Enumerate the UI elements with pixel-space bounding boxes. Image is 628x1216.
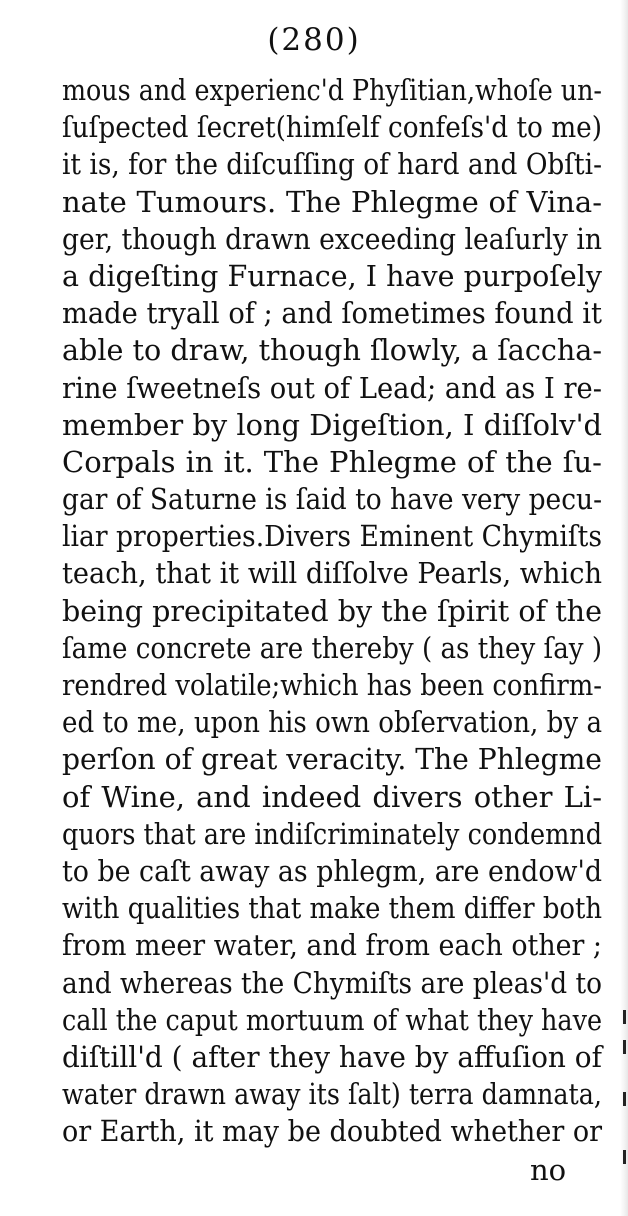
text-line: of Wine, and indeed divers other Li-	[62, 779, 602, 814]
text-line: rendred volatile;which has been confirm-	[62, 668, 603, 702]
text-line: diſtill'd ( after they have by affuſion of	[62, 1039, 602, 1074]
text-line: ed to me, upon his own obſervation, by a	[62, 705, 603, 740]
text-line: from meer water, and from each other ;	[62, 928, 602, 963]
text-line: perſon of great veracity. The Phlegme	[62, 742, 602, 777]
text-line: ſuſpected ſecret(himſelf confeſs'd to me)	[62, 110, 603, 145]
edge-mark	[623, 1010, 626, 1024]
text-line: teach, that it will diſſolve Pearls, which	[62, 556, 603, 591]
text-line: call the caput mortuum of what they have	[62, 1002, 603, 1037]
text-line: nate Tumours. The Phlegme of Vina-	[62, 184, 602, 219]
text-line: able to draw, though ſlowly, a ſaccha-	[62, 333, 603, 368]
text-line: ger, though drawn exceeding leaſurly in	[62, 221, 602, 256]
text-line: to be caſt away as phlegm, are endow'd	[62, 853, 603, 888]
edge-mark	[623, 1092, 626, 1106]
text-line: rine ſweetneſs out of Lead; and as I re-	[62, 370, 602, 405]
text-line: it is, for the diſcuſſing of hard and Obſti-	[62, 147, 603, 182]
text-line: Corpals in it. The Phlegme of the ſu-	[62, 444, 602, 479]
text-line: or Earth, it may be doubted whether or	[62, 1114, 603, 1149]
edge-mark	[623, 1150, 626, 1164]
text-line: made tryall of ; and ſometimes found it	[62, 296, 602, 331]
text-line: a digeſting Furnace, I have purpoſely	[62, 258, 603, 293]
page-edge	[620, 0, 628, 1216]
text-line: gar of Saturne is ſaid to have very pecu-	[62, 482, 603, 517]
body-text	[62, 72, 602, 1150]
page-number: (280)	[267, 22, 361, 58]
text-line: member by long Digeſtion, I diſſolv'd	[62, 407, 603, 442]
text-line: ſame concrete are thereby ( as they ſay )	[62, 630, 603, 665]
edge-mark	[623, 1040, 626, 1054]
text-line: and whereas the Chymiſts are pleas'd to	[62, 965, 603, 1000]
text-line: water drawn away its ſalt) terra damnata,	[62, 1077, 602, 1112]
catchword: no	[530, 1153, 567, 1187]
text-line: quors that are indiſcriminately condemnd	[62, 816, 603, 851]
text-line: with qualities that make them differ both	[62, 891, 603, 926]
text-line: mous and experienc'd Phyſitian,whoſe un-	[62, 73, 602, 107]
text-line: liar properties.Divers Eminent Chymiſts	[62, 519, 602, 554]
text-line: being precipitated by the ſpirit of the	[62, 593, 602, 628]
